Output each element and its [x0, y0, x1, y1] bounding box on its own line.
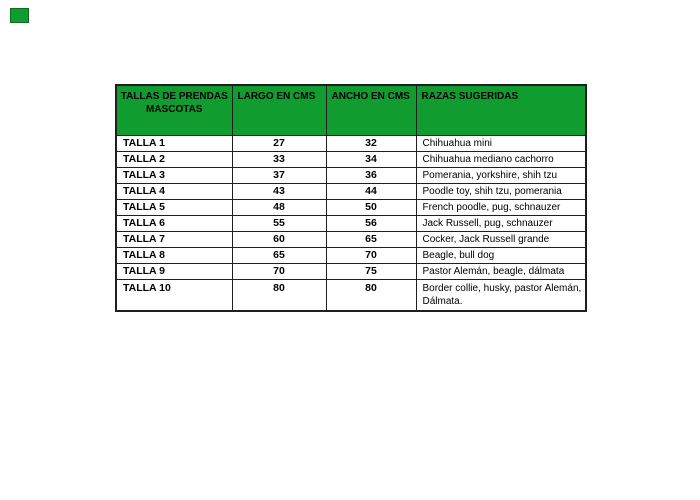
table-row: [116, 167, 586, 183]
talla-label: TALLA 7: [116, 231, 232, 247]
largo-value: 80: [232, 279, 326, 311]
header-tallas-line1: TALLAS DE PRENDAS: [120, 91, 228, 102]
pet-garment-sizes-table: [115, 84, 587, 312]
header-razas-sugeridas: RAZAS SUGERIDAS: [416, 85, 586, 135]
table-row: [116, 135, 586, 151]
razas-value: Poodle toy, shih tzu, pomerania: [416, 183, 586, 199]
razas-value: Chihuahua mini: [416, 135, 586, 151]
largo-value: 27: [232, 135, 326, 151]
largo-value: 43: [232, 183, 326, 199]
largo-value: 60: [232, 231, 326, 247]
razas-value: Jack Russell, pug, schnauzer: [416, 215, 586, 231]
razas-value: Pomerania, yorkshire, shih tzu: [416, 167, 586, 183]
ancho-value: 36: [326, 167, 416, 183]
header-largo-cms: LARGO EN CMS: [232, 85, 326, 135]
razas-value: Pastor Alemán, beagle, dálmata: [416, 263, 586, 279]
table-row: [116, 279, 586, 311]
table-row: [116, 183, 586, 199]
largo-value: 70: [232, 263, 326, 279]
green-corner-mark: [10, 8, 29, 23]
razas-value: Chihuahua mediano cachorro: [416, 151, 586, 167]
table-row: [116, 263, 586, 279]
table-row: [116, 199, 586, 215]
table-row: [116, 215, 586, 231]
talla-label: TALLA 8: [116, 247, 232, 263]
ancho-value: 34: [326, 151, 416, 167]
talla-label: TALLA 2: [116, 151, 232, 167]
largo-value: 65: [232, 247, 326, 263]
table-row: [116, 151, 586, 167]
razas-value: French poodle, pug, schnauzer: [416, 199, 586, 215]
largo-value: 48: [232, 199, 326, 215]
largo-value: 33: [232, 151, 326, 167]
talla-label: TALLA 6: [116, 215, 232, 231]
ancho-value: 65: [326, 231, 416, 247]
talla-label: TALLA 5: [116, 199, 232, 215]
razas-value: Border collie, husky, pastor Alemán, Dálmata.: [416, 279, 586, 311]
ancho-value: 75: [326, 263, 416, 279]
talla-label: TALLA 4: [116, 183, 232, 199]
header-tallas-line2: MASCOTAS: [146, 104, 203, 115]
largo-value: 55: [232, 215, 326, 231]
talla-label: TALLA 3: [116, 167, 232, 183]
ancho-value: 32: [326, 135, 416, 151]
header-tallas-mascotas: [116, 85, 232, 135]
table-row: [116, 247, 586, 263]
talla-label: TALLA 9: [116, 263, 232, 279]
ancho-value: 44: [326, 183, 416, 199]
ancho-value: 80: [326, 279, 416, 311]
razas-value: Beagle, bull dog: [416, 247, 586, 263]
largo-value: 37: [232, 167, 326, 183]
header-ancho-cms: ANCHO EN CMS: [326, 85, 416, 135]
table-row: [116, 231, 586, 247]
header-row: [116, 85, 586, 135]
ancho-value: 56: [326, 215, 416, 231]
razas-value: Cocker, Jack Russell grande: [416, 231, 586, 247]
talla-label: TALLA 1: [116, 135, 232, 151]
talla-label: TALLA 10: [116, 279, 232, 311]
ancho-value: 50: [326, 199, 416, 215]
ancho-value: 70: [326, 247, 416, 263]
